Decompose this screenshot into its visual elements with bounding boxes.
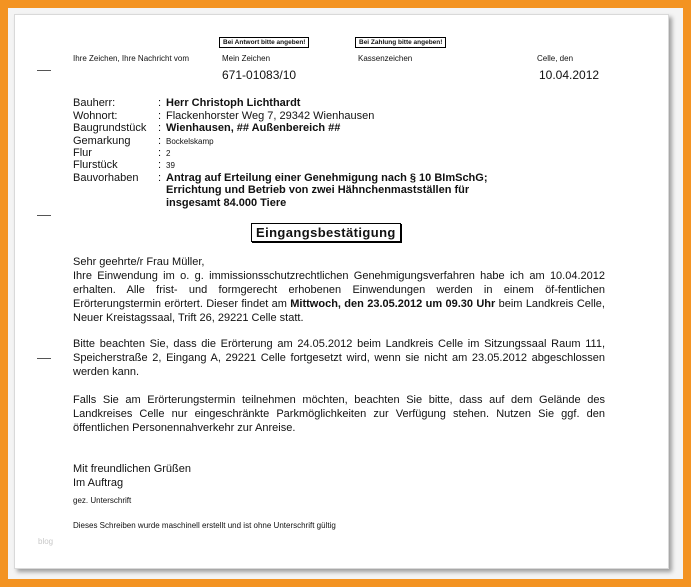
label-kassenzeichen: Kassenzeichen: [358, 54, 413, 63]
payment-hint-box: Bei Zahlung bitte angeben!: [355, 37, 446, 48]
paragraph-3: Falls Sie am Erörterungstermin teilnehmen möchten, beachten Sie bitte, dass auf dem Gelände des Landkreises Celle nur eingeschränkte Parkmöglichkeiten zur Verfügung stehen. Nutzen Sie ggf. den öffentlichen Personennahverkehr zur Anreise.: [73, 394, 605, 434]
value-wohnort: Flackenhorster Weg 7, 29342 Wienhausen: [166, 110, 375, 122]
label-baugrundstueck: Baugrundstück: [73, 122, 147, 134]
label-flurstueck: Flurstück: [73, 159, 118, 171]
paragraph-1: Ihre Einwendung im o. g. immissionsschutzrechtlichen Genehmigungsverfahren habe ich am 10.04.2012 erhalten. Alle frist- und formgerecht erhobenen Einwendungen werden in einem öf-fentlichen Erörterungstermin erörtert. Dieser findet am Mittwoch, den 23.05.2012 um 09.30 Uhr beim Landkreis Celle, Neuer Kreistagssaal, Trift 26, 29221 Celle statt.: [73, 270, 605, 324]
watermark: blog: [38, 537, 54, 546]
salutation: Sehr geehrte/r Frau Müller,: [73, 256, 205, 268]
footer-note: Dieses Schreiben wurde maschinell erstellt und ist ohne Unterschrift gültig: [73, 521, 336, 530]
closing-greeting: Mit freundlichen Grüßen: [73, 463, 191, 475]
label-mein-zeichen: Mein Zeichen: [222, 54, 271, 63]
label-bauherr: Bauherr:: [73, 97, 116, 109]
label-wohnort: Wohnort:: [73, 110, 118, 122]
label-gemarkung: Gemarkung: [73, 135, 131, 147]
closing-im-auftrag: Im Auftrag: [73, 477, 124, 489]
letter-page: Bei Antwort bitte angeben! Bei Zahlung bitte angeben! Ihre Zeichen, Ihre Nachricht vom Mein Zeichen Kassenzeichen Celle, den 671-01083/10 10.04.2012 Bauherr: : Herr Christoph Lichthardt Wohnort: : Flackenhorster Weg 7, 29342 Wienhausen Baugrundstück : Wienhausen, ## Außenbereich ## Gemarkung : Bockelskamp Flur : 2 Flurstück : 39 Bauvorhaben : Antrag auf Erteilung einer Genehmigung nach § 10 BImSchG; Errichtung und Betrieb von zwei Hähnchenmastställen für insgesamt 84.000 Tiere Eingangsbestätigung Sehr geehrte/r Frau Müller, Ihre Einwendung im o. g. immissionsschutzrechtlichen Genehmigungsverfahren habe ich am 10.04.2012 erhalten. Alle frist- und formgerecht erhobenen Einwendungen werden in einem öf-fentlichen Erörterungstermin erörtert. Dieser findet am Mittwoch, den 23.05.2012 um 09.30 Uhr beim Landkreis Celle, Neuer Kreistagssaal, Trift 26, 29221 Celle statt. Bitte beachten Sie, dass die Erörterung am 24.05.2012 beim Landkreis Celle im Sitzungssaal Raum 111, Speicherstraße 2, Eingang A, 29221 Celle fortgesetzt wird, wenn sie nicht am 23.05.2012 abgeschlossen werden kann. Falls Sie am Erörterungstermin teilnehmen möchten, beachten Sie bitte, dass auf dem Gelände des Landkreises Celle nur eingeschränkte Parkmöglichkeiten zur Verfügung stehen. Nutzen Sie ggf. den öffentlichen Personennahverkehr zur Anreise. Mit freundlichen Grüßen Im Auftrag gez. Unterschrift Dieses Schreiben wurde maschinell erstellt und ist ohne Unterschrift gültig blog: [14, 14, 669, 569]
paragraph-1-date-emphasis: Mittwoch, den 23.05.2012 um 09.30 Uhr: [290, 298, 496, 310]
value-flurstueck: 39: [166, 161, 175, 170]
value-baugrundstueck: Wienhausen, ## Außenbereich ##: [166, 122, 341, 134]
fold-mark-lower: [37, 358, 51, 359]
value-flur: 2: [166, 149, 171, 158]
label-bauvorhaben: Bauvorhaben: [73, 172, 139, 184]
date-value: 10.04.2012: [539, 68, 600, 82]
value-bauvorhaben-3: insgesamt 84.000 Tiere: [166, 197, 287, 209]
paragraph-2: Bitte beachten Sie, dass die Erörterung am 24.05.2012 beim Landkreis Celle im Sitzungssaal Raum 111, Speicherstraße 2, Eingang A, 29221 Celle fortgesetzt wird, wenn sie nicht am 23.05.2012 abgeschlossen werden kann.: [73, 338, 605, 378]
fold-mark-middle: [37, 215, 51, 216]
label-ort-datum: Celle, den: [537, 54, 574, 63]
value-bauvorhaben-1: Antrag auf Erteilung einer Genehmigung nach § 10 BImSchG;: [166, 172, 488, 184]
value-bauherr: Herr Christoph Lichthardt: [166, 97, 301, 109]
signature-line: gez. Unterschrift: [73, 496, 132, 505]
value-bauvorhaben-2: Errichtung und Betrieb von zwei Hähnchenmastställen für: [166, 184, 470, 196]
value-gemarkung: Bockelskamp: [166, 137, 214, 146]
label-flur: Flur: [73, 147, 92, 159]
document-title: Eingangsbestätigung: [251, 223, 401, 242]
fold-mark-top: [37, 70, 51, 71]
label-ihre-zeichen: Ihre Zeichen, Ihre Nachricht vom: [73, 54, 190, 63]
mein-zeichen-value: 671-01083/10: [222, 68, 297, 82]
reply-hint-box: Bei Antwort bitte angeben!: [219, 37, 309, 48]
